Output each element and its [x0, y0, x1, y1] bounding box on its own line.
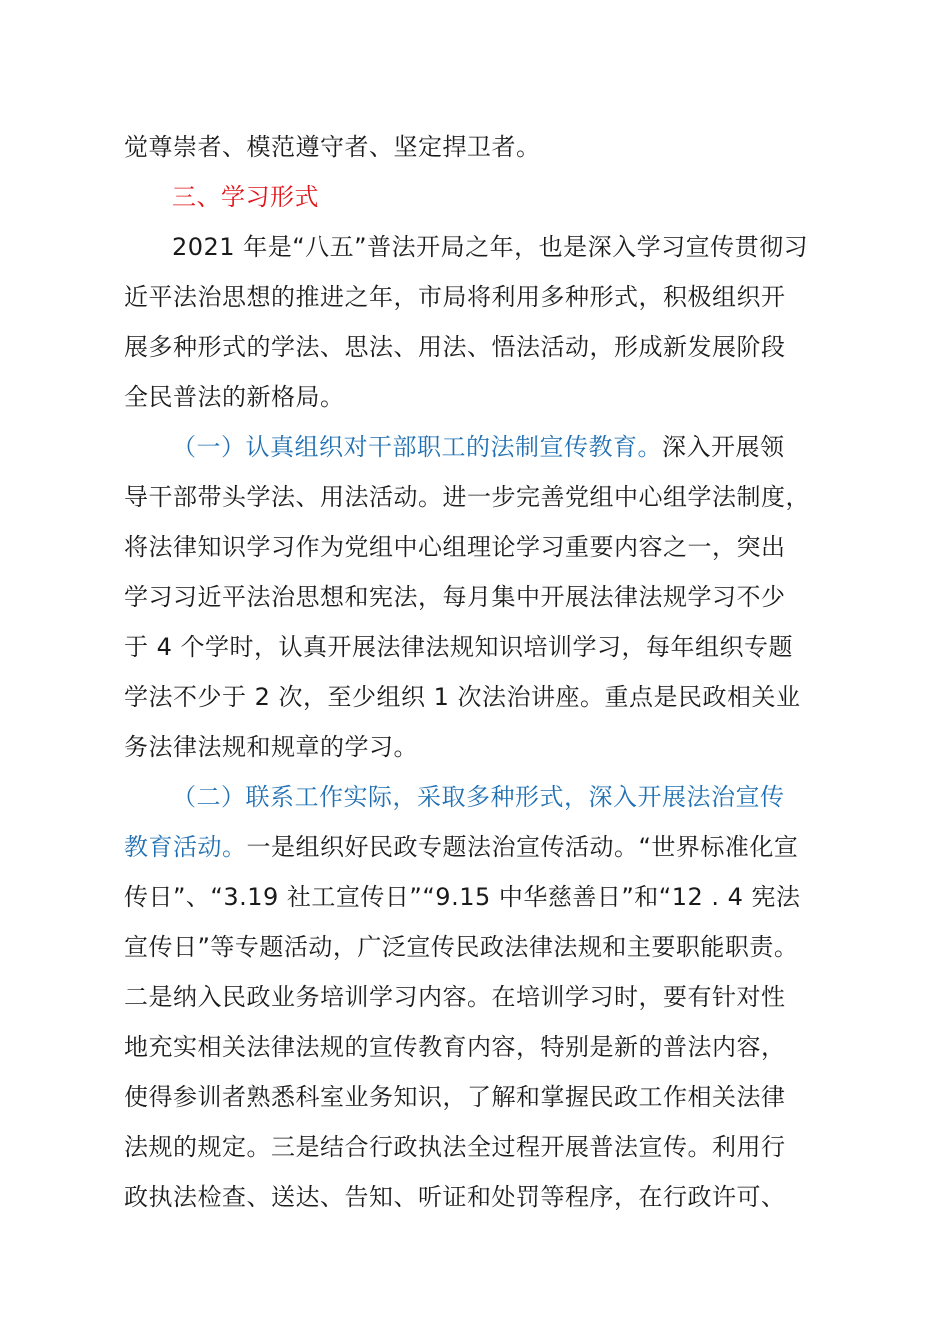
paragraph-line: 政执法检查、送达、告知、听证和处罚等程序，在行政许可、	[124, 1183, 786, 1211]
paragraph-line: 传日”、“3.19 社工宣传日”“9.15 中华慈善日”和“12 . 4 宪法	[124, 883, 801, 911]
paragraph-line: 地充实相关法律法规的宣传教育内容，特别是新的普法内容，	[124, 1033, 786, 1061]
paragraph-line: 宣传日”等专题活动，广泛宣传民政法律法规和主要职能职责。	[124, 933, 799, 961]
subsection-heading: （一）认真组织对干部职工的法制宣传教育。	[172, 433, 662, 461]
paragraph-line: 于 4 个学时，认真开展法律法规知识培训学习，每年组织专题	[124, 633, 794, 661]
paragraph-line: 展多种形式的学法、思法、用法、悟法活动，形成新发展阶段	[124, 333, 786, 361]
subsection-heading: 教育活动。	[124, 833, 247, 861]
paragraph-line: 二是纳入民政业务培训学习内容。在培训学习时，要有针对性	[124, 983, 786, 1011]
paragraph-line: 学法不少于 2 次，至少组织 1 次法治讲座。重点是民政相关业	[124, 683, 801, 711]
paragraph-line	[124, 831, 798, 863]
paragraph-line: 觉尊崇者、模范遵守者、坚定捍卫者。	[124, 133, 541, 161]
paragraph-line: 将法律知识学习作为党组中心组理论学习重要内容之一，突出	[124, 533, 786, 561]
subsection-heading: （二）联系工作实际，采取多种形式，深入开展法治宣传	[172, 783, 785, 811]
paragraph-text: 一是组织好民政专题法治宣传活动。“世界标准化宣	[246, 833, 799, 861]
paragraph-line: 务法律法规和规章的学习。	[124, 733, 418, 761]
paragraph-line	[172, 431, 785, 463]
paragraph-line: 学习习近平法治思想和宪法，每月集中开展法律法规学习不少	[124, 583, 786, 611]
section-heading: 三、学习形式	[172, 183, 319, 211]
paragraph-text: 深入开展领	[662, 433, 785, 461]
paragraph-line: 近平法治思想的推进之年，市局将利用多种形式，积极组织开	[124, 283, 786, 311]
paragraph-line: 导干部带头学法、用法活动。进一步完善党组中心组学法制度，	[124, 483, 810, 511]
paragraph-line: 使得参训者熟悉科室业务知识，了解和掌握民政工作相关法律	[124, 1083, 786, 1111]
paragraph-line: 全民普法的新格局。	[124, 383, 345, 411]
paragraph-line: 2021 年是“八五”普法开局之年，也是深入学习宣传贯彻习	[172, 233, 809, 261]
paragraph-line: 法规的规定。三是结合行政执法全过程开展普法宣传。利用行	[124, 1133, 786, 1161]
